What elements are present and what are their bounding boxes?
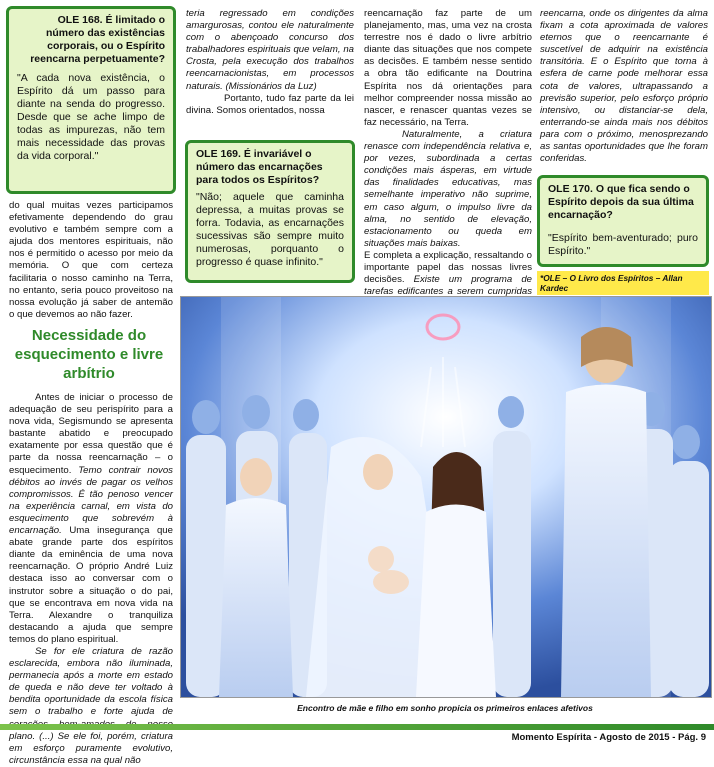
section-heading: Necessidade do esquecimento e livre arbítrio: [14, 327, 164, 382]
box-title: OLE 168. É limitado o número das existências corporais, ou o Espírito reencarna perpetuamente?: [30, 14, 165, 65]
quote-paragraph: teria regressado em condições amargurosas, contou ele naturalmente com o abençoado concurso dos trabalhadores espirituais que velam, na Crosta, pela execução dos trabalhos reencarnacionistas, em processos naturais. (Missionários da Luz): [186, 8, 354, 92]
paragraph: Uma insegurança que abate grande parte dos espíritos diante da eminência de uma nova reencarnação. O próprio André Luiz destaca isso ao conversar com o instrutor sobre a situação o do pai, que se encontrava em nova vida na Terra. Alexandre o tranquiliza destacando a ajuda que sempre temos do plano espiritual.: [9, 525, 173, 645]
box-answer: "Espírito bem-aventurado; puro Espírito.": [548, 232, 698, 257]
quote-text: Existe um programa de tarefas edificantes a serem cumpridas: [364, 274, 532, 298]
box-answer: "A cada nova existência, o Espírito dá um passo para diante na senda do progresso. Desde que se ache limpo de todas as impurezas, não tem mais necessidade das provas da vida corporal.": [17, 72, 165, 162]
paragraph: reencarnação faz parte de um planejamento, mas, uma vez na crosta terrestre nos é dado o livre arbítrio diante das situações que nos compete as decisões. E também nesse sentido a obra tão edificante na Doutrina Espírita nos dá orientações para melhor compreender nossa missão ao nascer, e renascer quantas vezes se faz necessário, na Terra.: [364, 8, 532, 128]
quote-paragraph: Naturalmente, a criatura renasce com independência relativa e, por vezes, subordinada a certas condições mais ásperas, em virtude das finalidades educativas, mas semelhante imperativo não suprime, em caso algum, o impulso livre da alma, no sentido de elevação, estacionamento ou queda em situações mais baixas.: [364, 128, 532, 249]
column-4: [540, 8, 708, 165]
image-caption: Encontro de mãe e filho em sonho propicia os primeiros enlaces afetivos: [297, 703, 593, 713]
column-2-top: [186, 8, 354, 117]
box-answer: "Não; aquele que caminha depressa, a muitas provas se forra. Todavia, as encarnações sucessivas são sempre muito numerosas, porquanto o progresso é quase infinito.": [196, 191, 344, 268]
quote-paragraph: Se for ele criatura de razão esclarecida, embora não iluminada, permanecia após a morte em estado de queda e não deve ter voltado à bendita oportunidade da escola física sem o trabalho e forte ajuda de plano. (...) Se ele foi, porém, criatura em esforço puramente evolutivo, circunstância essa na qual não: [9, 645, 173, 766]
box-title: OLE 169. É invariável o número das encarnações para todos os Espíritos?: [196, 148, 323, 186]
quote-box-ole-169: [185, 140, 355, 283]
column-1-bottom: [9, 392, 173, 767]
quote-paragraph: reencarna, onde os dirigentes da alma fixam a cota aproximada de valores eternos que o reencarnante é suscetível de adquirir na existência transitória. E o Espírito que torna à esfera de carne pode melhorar essa cota de valores, ultrapassando a previsão superior, pelo esforço próprio intensivo, ou distanciar-se dela, enterrando-se ainda mais nos débitos para com o próximo, menosprezando as santas oportunidades que lhe foram conferidas.: [540, 8, 708, 165]
quote-box-ole-168: [6, 6, 176, 194]
quote-box-ole-170: [537, 175, 709, 267]
column-1-top: [9, 200, 173, 321]
paragraph: E completa a explicação, ressaltando o importante papel das nossas livres decisões.: [364, 249, 532, 286]
source-note: *OLE – O Livro dos Espíritos – Allan Kardec: [537, 271, 709, 295]
quote-text: Temo contrair novos débitos ao invés de pagar os velhos compromissos. É tão penoso vencer na experiência carnal, em vista do esquecimento que sobrevém à encarnação.: [9, 464, 173, 537]
paragraph: Portanto, tudo faz parte da lei divina. Somos orientados, nossa: [186, 92, 354, 116]
paragraph: do qual muitas vezes participamos efetivamente dependendo do grau evolutivo e também sempre com a ajuda dos mentores espirituais, não nos é permitido o acesso por meio da memória. O que com certeza facilitaria o nosso caminho na Terra, no entanto, seria pouco proveitoso na nossa evolução já saber de antemão o que devemos ao não fazer.: [9, 200, 173, 320]
column-3: [364, 8, 532, 310]
box-title: OLE 170. O que fica sendo o Espírito depois da sua última encarnação?: [548, 183, 694, 221]
footer-rule: [0, 724, 714, 730]
paragraph: Antes de iniciar o processo de adequação de seu perispírito para a nova vida, Segismundo se apresenta bastante abatido e preocupado exatamente por essa questão que é parte da nossa reencarnação – o esquecimento.: [9, 392, 173, 476]
illustration-mother-child-dream: [180, 296, 712, 698]
page-footer: Momento Espírita - Agosto de 2015 - Pág. 9: [511, 732, 706, 743]
